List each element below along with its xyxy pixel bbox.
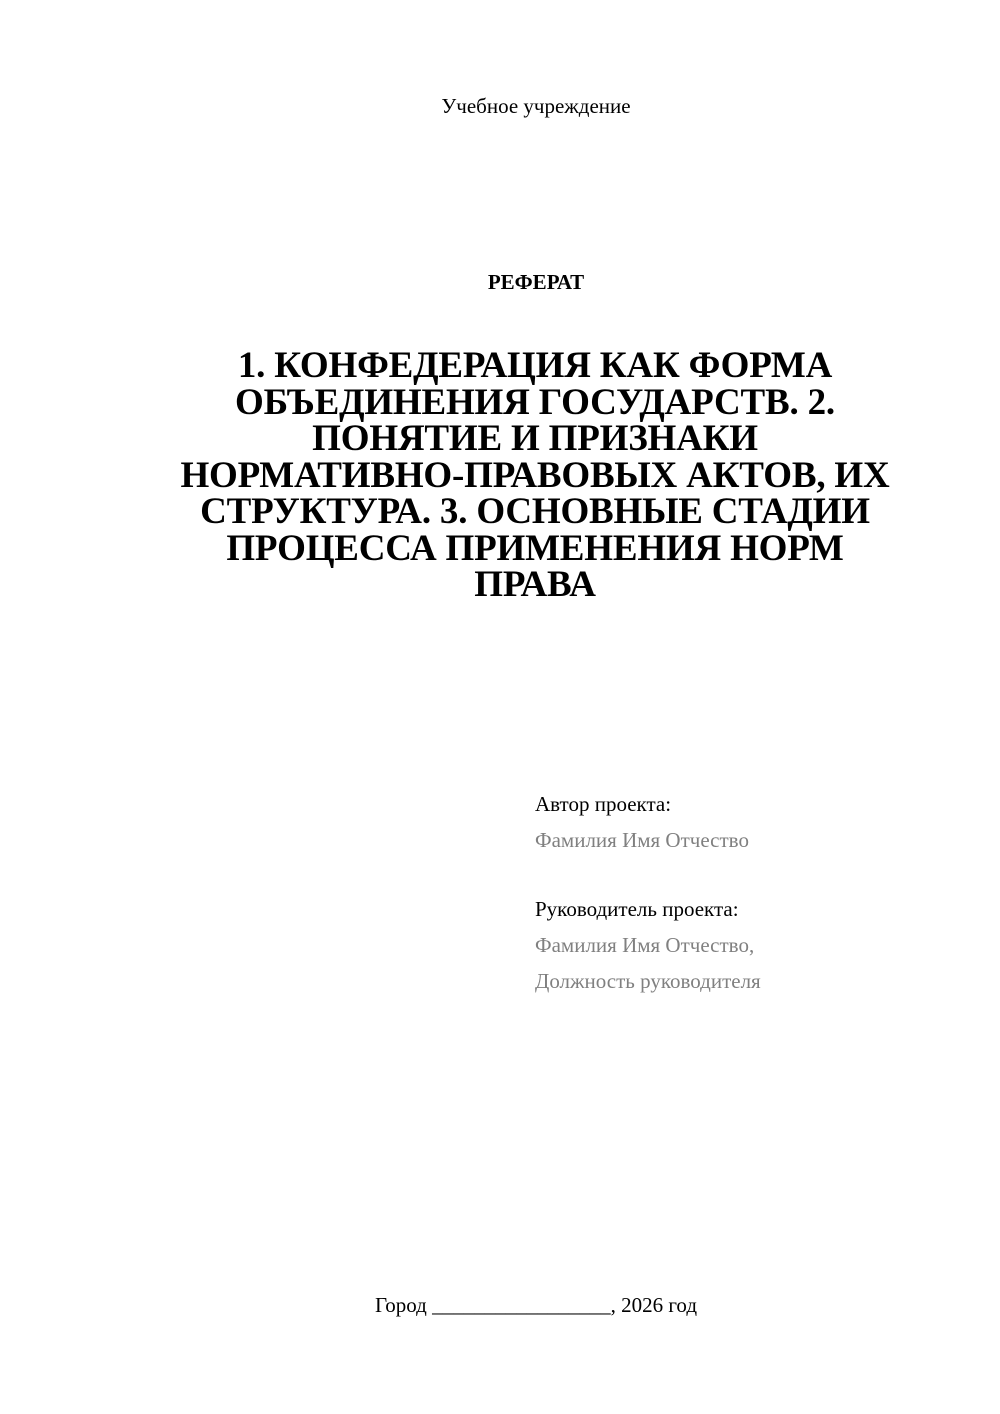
title-line: ПОНЯТИЕ И ПРИЗНАКИ: [312, 418, 758, 459]
title-line: ПРАВА: [474, 564, 596, 605]
title-line: СТРУКТУРА. 3. ОСНОВНЫЕ СТАДИИ: [200, 491, 870, 532]
title-line: ОБЪЕДИНЕНИЯ ГОСУДАРСТВ. 2.: [235, 381, 835, 423]
document-title: [145, 345, 925, 605]
title-line: НОРМАТИВНО-ПРАВОВЫХ АКТОВ, ИХ: [180, 454, 890, 496]
document-type: РЕФЕРАТ: [487, 270, 585, 294]
title-line: ПРОЦЕССА ПРИМЕНЕНИЯ НОРМ: [226, 527, 844, 569]
city-year-line: Город _________________, 2026 год: [374, 1293, 698, 1317]
author-name: Фамилия Имя Отчество: [535, 828, 749, 852]
supervisor-name: Фамилия Имя Отчество,: [535, 933, 755, 957]
supervisor-block: [535, 891, 761, 999]
author-label: Автор проекта:: [535, 792, 672, 816]
institution-name: Учебное учреждение: [441, 94, 631, 118]
author-block: [535, 786, 749, 858]
supervisor-label: Руководитель проекта:: [535, 897, 739, 921]
title-line: 1. КОНФЕДЕРАЦИЯ КАК ФОРМА: [237, 345, 833, 386]
supervisor-position: Должность руководителя: [535, 969, 761, 993]
